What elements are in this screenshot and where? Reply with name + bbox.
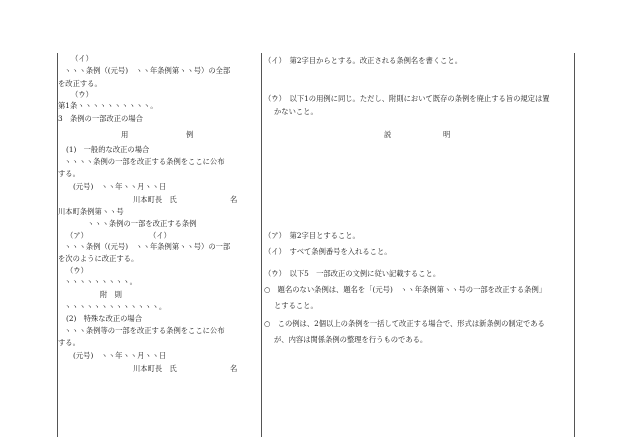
explanation-line: （ウ） 以下5 一部改正の文例に従い記載すること。 — [264, 269, 441, 278]
supplementary-provisions: 附 則 — [100, 290, 122, 299]
example-line: する。 — [58, 169, 80, 178]
example-line: する。 — [58, 338, 80, 347]
mayor-name-suffix: 名 — [230, 195, 238, 204]
ordinance-number: 川本町条例第ヽヽ号 — [58, 207, 124, 216]
explanation-line: （イ） すべて条例番号を入れること。 — [264, 247, 392, 256]
explanation-line: （イ） 第2字目からとする。改正される条例名を書くこと。 — [264, 56, 463, 65]
date-line: (元号) ヽヽ年ヽヽ月ヽヽ日 — [73, 351, 167, 360]
example-line: ヽヽヽヽヽヽヽヽヽヽヽヽヽ。 — [64, 302, 167, 311]
subsection-heading: (1) 一般的な改正の場合 — [66, 145, 150, 154]
example-line: ヽヽヽ条例等の一部を改正する条例をここに公布 — [64, 326, 225, 335]
example-line: ヽヽヽ条例（(元号) ヽヽ年条例第ヽヽ号）の一部 — [64, 242, 231, 251]
column-header-yourei-1: 用 — [121, 130, 129, 139]
example-line: を改正する。 — [58, 79, 102, 88]
marker-i: （イ） — [149, 231, 171, 240]
mayor-name: 川本町長 氏 — [133, 364, 177, 373]
explanation-line: かないこと。 — [274, 107, 318, 116]
mayor-name-suffix: 名 — [230, 364, 238, 373]
example-line: を次のように改正する。 — [58, 254, 139, 263]
explanation-line: とすること。 — [274, 301, 318, 310]
column-divider — [261, 53, 262, 437]
column-header-yourei-2: 例 — [186, 130, 194, 139]
ordinance-title: ヽヽヽ条例の一部を改正する条例 — [87, 219, 197, 228]
example-line: （ウ） — [71, 90, 93, 99]
example-line: 第1条ヽヽヽヽヽヽヽヽヽヽ。 — [58, 101, 158, 110]
explanation-line: ○ 題名のない条例は、題名を「(元号) ヽヽ年条例第ヽヽ号の一部を改正する条例」 — [264, 285, 547, 294]
explanation-line: （ア） 第2字目とすること。 — [264, 231, 360, 240]
example-line: ヽヽヽヽヽヽヽヽヽ。 — [64, 277, 137, 286]
section-heading: 3 条例の一部改正の場合 — [58, 114, 143, 123]
column-header-setsumei-2: 明 — [443, 130, 451, 139]
subsection-heading: (2) 特殊な改正の場合 — [66, 314, 143, 323]
explanation-line: ○ この例は、2個以上の条例を一括して改正する場合で、形式は新条例の制定である — [264, 319, 545, 328]
marker-a: （ア） — [66, 231, 88, 240]
example-line: ヽヽヽヽ条例の一部を改正する条例をここに公布 — [64, 157, 225, 166]
example-line: （イ） — [71, 54, 93, 63]
right-border — [574, 53, 575, 437]
left-border — [57, 53, 58, 437]
explanation-line: （ウ） 以下1の用例に同じ。ただし、附則において既存の条例を廃止する旨の規定は置 — [264, 94, 550, 103]
mayor-name: 川本町長 氏 — [133, 195, 177, 204]
marker-u: （ウ） — [66, 266, 88, 275]
column-header-setsumei-1: 説 — [384, 130, 392, 139]
date-line: (元号) ヽヽ年ヽヽ月ヽヽ日 — [73, 182, 167, 191]
explanation-line: が、内容は関係条例の整理を行うものである。 — [274, 335, 428, 344]
example-line: ヽヽヽ条例（(元号) ヽヽ年条例第ヽヽ号）の全部 — [64, 66, 231, 75]
